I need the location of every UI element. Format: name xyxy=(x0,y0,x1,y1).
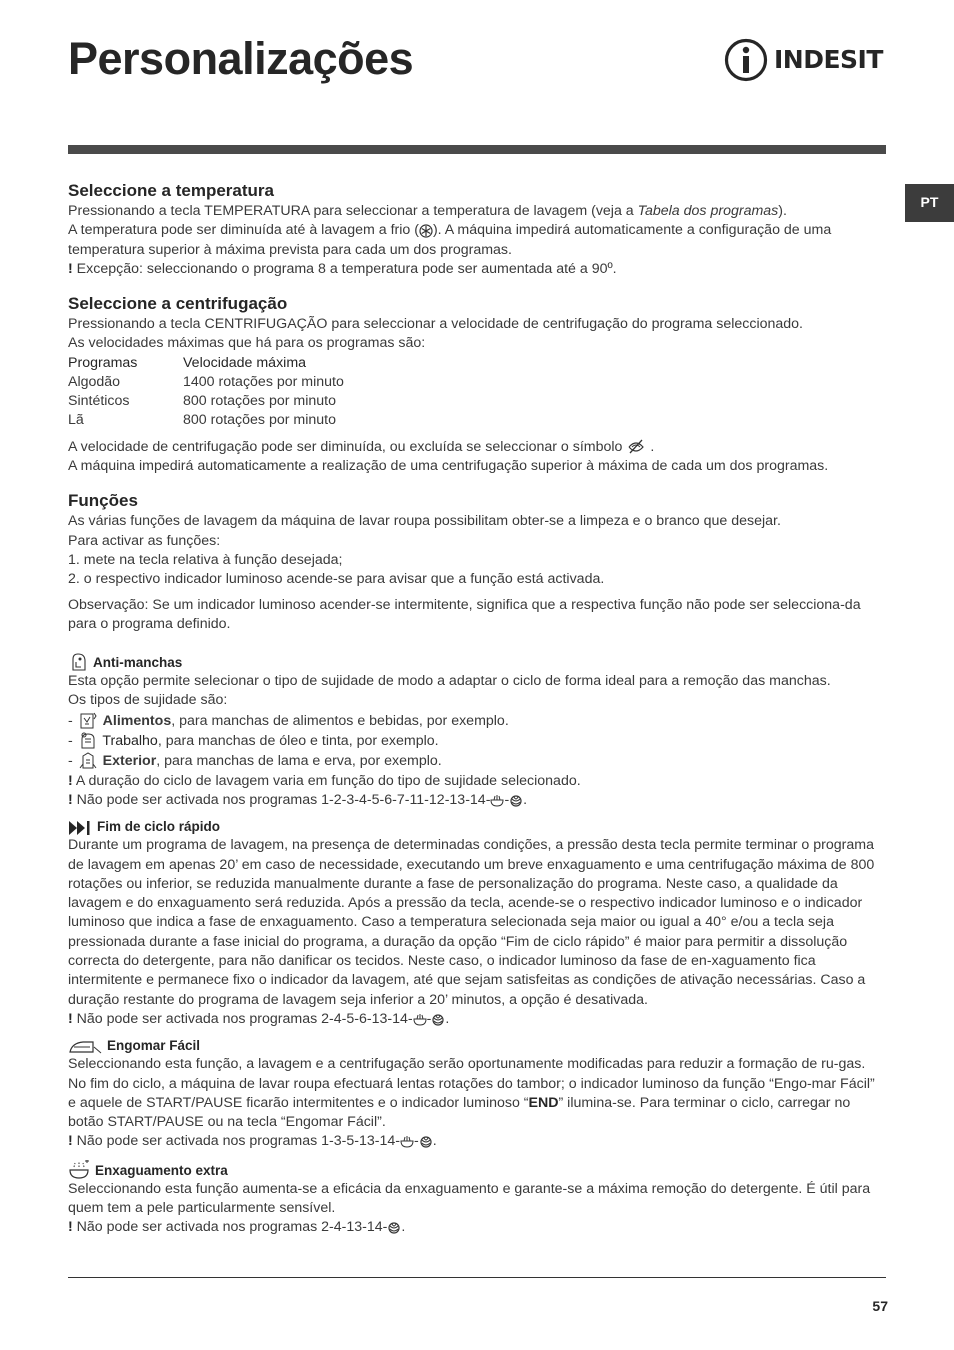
heading-centrifugacao: Seleccione a centrifugação xyxy=(68,294,288,314)
anti-stain-icon xyxy=(68,652,88,672)
table-row xyxy=(68,373,344,392)
warning-mark: ! xyxy=(68,260,73,277)
column-header: Velocidade máxima xyxy=(183,354,307,371)
heading-temperatura: Seleccione a temperatura xyxy=(68,181,274,200)
indesit-logo-icon xyxy=(724,38,768,82)
heading-engomar: Engomar Fácil xyxy=(68,1037,886,1055)
list-item: - Exterior, para manchas de lama e erva, por exemplo. xyxy=(68,753,442,770)
heading-fim-ciclo: Fim de ciclo rápido xyxy=(68,818,886,836)
section-temperatura xyxy=(68,180,886,279)
list-item: - Trabalho, para manchas de óleo e tinta, por exemplo. xyxy=(68,733,439,750)
funcoes-paragraph-2: Para activar as funções: xyxy=(68,532,221,549)
table-cell: 800 rotações por minuto xyxy=(183,392,337,409)
list-item: - Alimentos, para manchas de alimentos e bebidas, por exemplo. xyxy=(68,712,509,729)
page-number: 57 xyxy=(872,1298,888,1314)
section-centrifugacao xyxy=(68,293,886,476)
hand-wash-icon xyxy=(400,1135,414,1149)
engomar-note: ! Não pode ser activada nos programas 1-3-5-13-14- - . xyxy=(68,1133,437,1150)
heading-anti-manchas: Anti-manchas xyxy=(68,652,886,672)
anti-manchas-note-1: ! A duração do ciclo de lavagem varia em função do tipo de sujidade selecionado. xyxy=(68,772,581,789)
table-row xyxy=(68,392,344,411)
program-table-reference: Tabela dos programas xyxy=(637,203,779,219)
section-engomar xyxy=(68,1037,886,1151)
language-tab: PT xyxy=(905,184,954,222)
enxaguamento-paragraph: Seleccionando esta função aumenta-se a eficácia da enxaguamento e garante-se a máxima remoção do detergente. É útil para quem tem a pele particularmente sensível. xyxy=(68,1180,871,1216)
speed-table xyxy=(68,354,344,430)
temperatura-paragraph-1: Pressionando a tecla TEMPERATURA para seleccionar a temperatura de lavagem (veja a Tabela dos programas). xyxy=(68,203,787,219)
enxaguamento-note: ! Não pode ser activada nos programas 2-4-13-14- . xyxy=(68,1219,406,1236)
anti-manchas-note-2: ! Não pode ser activada nos programas 1-2-3-4-5-6-7-11-12-13-14- - . xyxy=(68,791,528,808)
iron-icon xyxy=(68,1037,102,1055)
fim-ciclo-note: ! Não pode ser activada nos programas 2-4-5-6-13-14- - . xyxy=(68,1010,450,1027)
fast-forward-icon xyxy=(68,820,92,836)
section-enxaguamento xyxy=(68,1160,886,1238)
outdoor-stain-icon xyxy=(77,751,99,769)
table-cell: 800 rotações por minuto xyxy=(183,411,337,428)
wool-icon xyxy=(387,1221,401,1235)
extra-rinse-icon xyxy=(68,1160,90,1180)
centrifugacao-paragraph-2: As velocidades máximas que há para os programas são: xyxy=(68,335,426,352)
wool-icon xyxy=(431,1013,445,1027)
funcoes-paragraph-1: As várias funções de lavagem da máquina de lavar roupa possibilitam obter-se a limpeza e o branco que desejar. xyxy=(68,513,781,530)
table-cell: Lã xyxy=(68,411,84,428)
section-funcoes xyxy=(68,490,886,634)
brand-name: INDESIT xyxy=(774,45,883,75)
work-stain-icon xyxy=(77,731,99,749)
column-header: Programas xyxy=(68,354,138,371)
footer-rule xyxy=(68,1277,886,1278)
fim-ciclo-paragraph: Durante um programa de lavagem, na presença de determinadas condições, a pressão desta tecla permite terminar o programa de lavagem em apenas 20’ em caso de necessidade, executando um breve enxaguamento e uma centrifugação máxima de 800 rotações ou inferior, se reduzida manualmente durante a fase de personalização do programa. Neste caso, a qualidade da lavagem e do enxaguamento será reduzida. Após a pressão da tecla, acende-se o respectivo indicador luminoso e o indicador luminoso que indica a fase de enxaguamento. Caso a temperatura selecionada seja maior ou igual a 40° e/ou a tecla seja pressionada durante a fase inicial do programa, a duração da opção “Fim de ciclo rápido” é maior para permitir a dissolução correcta do detergente, para não danificar os tecidos. Neste caso, o indicador luminoso da fase de en-xaguamento fica intermitente e permanece fixo o indicador da lavagem, até que sejam satisfeitas as condições de ativação necessárias. Caso a duração restante do programa de lavagem seja inferior a 20’ minutos, a opção é desativada. xyxy=(68,837,875,1008)
engomar-paragraph: Seleccionando esta função, a lavagem e a centrifugação serão oportunamente modificadas para reduzir a formação de ru-gas. No fim do ciclo, a máquina de lavar roupa efectuará lentas rotações do tambor; o indicador luminoso da função “Engo-mar Fácil” e aquele de START/PAUSE ficarão intermitentes e o indicador luminoso “END” ilumina-se. Para terminar o ciclo, carregar no botão START/PAUSE ou na tecla “Engomar Fácil”. xyxy=(68,1056,875,1131)
heading-funcoes: Funções xyxy=(68,491,138,511)
table-cell: Algodão xyxy=(68,373,121,390)
table-cell: Sintéticos xyxy=(68,392,130,409)
wool-icon xyxy=(509,794,523,808)
centrifugacao-paragraph-1: Pressionando a tecla CENTRIFUGAÇÃO para seleccionar a velocidade de centrifugação do programa seleccionado. xyxy=(68,316,803,333)
page-title: Personalizações xyxy=(68,33,414,84)
table-row xyxy=(68,411,344,430)
food-stain-icon xyxy=(77,711,99,729)
section-fim-ciclo xyxy=(68,818,886,1029)
wool-icon xyxy=(419,1135,433,1149)
section-anti-manchas xyxy=(68,652,886,810)
header-rule xyxy=(68,145,886,154)
funcoes-step-1: 1. mete na tecla relativa à função desejada; xyxy=(68,551,343,568)
anti-manchas-paragraph-2: Os tipos de sujidade são: xyxy=(68,692,228,709)
hand-wash-icon xyxy=(490,794,504,808)
table-cell: 1400 rotações por minuto xyxy=(183,373,344,390)
funcoes-observation: Observação: Se um indicador luminoso acender-se intermitente, significa que a respectiva função não pode ser selecciona-da para o programa definido. xyxy=(68,596,861,632)
cold-wash-icon xyxy=(419,224,433,238)
brand-logo xyxy=(724,38,883,82)
temperatura-paragraph-2: A temperatura pode ser diminuída até à lavagem a frio ( ). A máquina impedirá automaticamente a configuração de uma temperatura superior à máxima prevista para cada um dos programas. xyxy=(68,222,832,258)
hand-wash-icon xyxy=(413,1013,427,1027)
spin-off-icon xyxy=(626,438,646,455)
funcoes-step-2: 2. o respectivo indicador luminoso acende-se para avisar que a função está activada. xyxy=(68,571,605,588)
temperatura-note: ! Excepção: seleccionando o programa 8 a temperatura pode ser aumentada até a 90º. xyxy=(68,260,617,277)
main-content xyxy=(68,180,886,1252)
centrifugacao-paragraph-3: A velocidade de centrifugação pode ser diminuída, ou excluída se seleccionar o símbolo . xyxy=(68,438,655,455)
table-header-row xyxy=(68,354,344,373)
centrifugacao-paragraph-4: A máquina impedirá automaticamente a realização de uma centrifugação superior à máxima de cada um dos programas. xyxy=(68,458,829,475)
anti-manchas-paragraph-1: Esta opção permite selecionar o tipo de sujidade de modo a adaptar o ciclo de forma ideal para a remoção das manchas. xyxy=(68,673,831,690)
heading-enxaguamento: Enxaguamento extra xyxy=(68,1160,886,1180)
